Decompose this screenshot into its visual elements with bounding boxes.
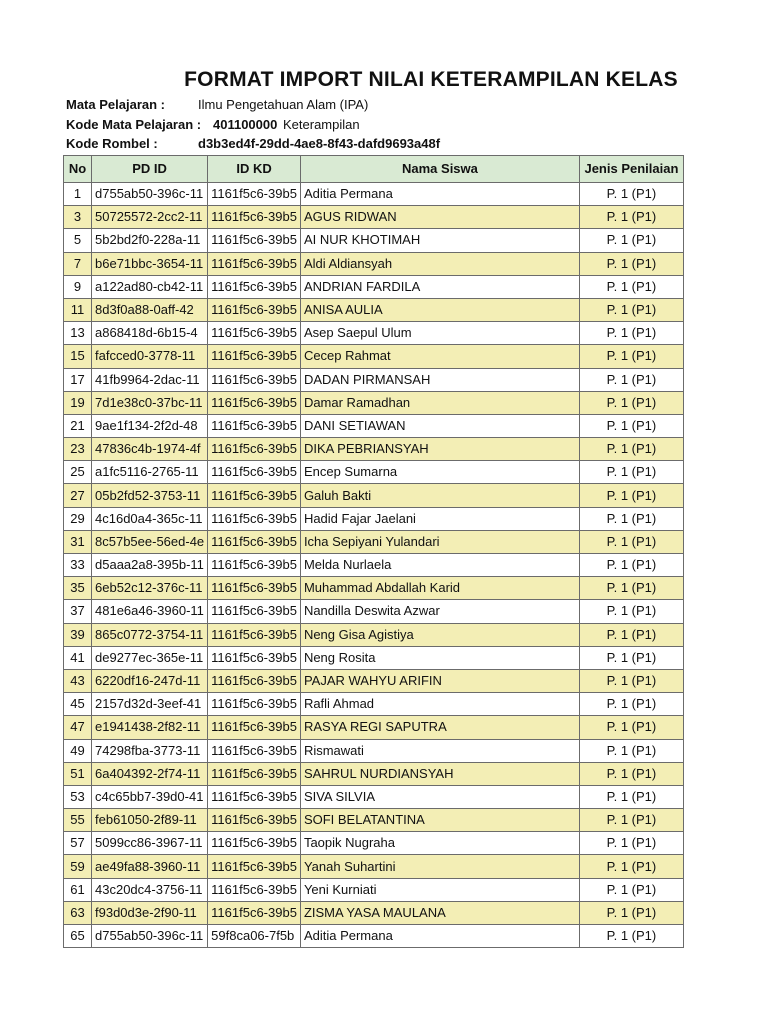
table-row[interactable] — [64, 554, 684, 577]
header-row — [64, 156, 684, 183]
cell-pd-id[interactable]: 9ae1f134-2f2d-48 — [92, 414, 208, 437]
cell-pd-id[interactable]: 8c57b5ee-56ed-4e — [92, 530, 208, 553]
cell-id-kd[interactable]: 1161f5c6-39b5 — [208, 206, 301, 229]
rombel-value: d3b3ed4f-29dd-4ae8-8f43-dafd9693a48f — [198, 136, 441, 151]
cell-id-kd[interactable]: 1161f5c6-39b5 — [208, 739, 301, 762]
cell-id-kd[interactable]: 1161f5c6-39b5 — [208, 669, 301, 692]
cell-no[interactable]: 39 — [64, 623, 92, 646]
cell-id-kd[interactable]: 1161f5c6-39b5 — [208, 507, 301, 530]
cell-pd-id[interactable]: ae49fa88-3960-11 — [92, 855, 208, 878]
table-row[interactable] — [64, 855, 684, 878]
cell-jenis-penilaian[interactable]: P. 1 (P1) — [579, 275, 683, 298]
kode-mapel-value: 401100000 — [213, 117, 278, 132]
cell-pd-id[interactable]: a122ad80-cb42-11 — [92, 275, 208, 298]
cell-pd-id[interactable]: a868418d-6b15-4 — [92, 322, 208, 345]
cell-nama-siswa[interactable]: DANI SETIAWAN — [300, 414, 579, 437]
cell-jenis-penilaian[interactable]: P. 1 (P1) — [579, 530, 683, 553]
cell-pd-id[interactable]: 47836c4b-1974-4f — [92, 438, 208, 461]
cell-id-kd[interactable]: 1161f5c6-39b5 — [208, 414, 301, 437]
cell-nama-siswa[interactable]: ZISMA YASA MAULANA — [300, 901, 579, 924]
cell-id-kd[interactable]: 1161f5c6-39b5 — [208, 600, 301, 623]
cell-nama-siswa[interactable]: Yanah Suhartini — [300, 855, 579, 878]
cell-no[interactable]: 25 — [64, 461, 92, 484]
cell-pd-id[interactable]: 865c0772-3754-11 — [92, 623, 208, 646]
cell-no[interactable]: 43 — [64, 669, 92, 692]
table-row[interactable] — [64, 461, 684, 484]
cell-nama-siswa[interactable]: Neng Gisa Agistiya — [300, 623, 579, 646]
table-row[interactable] — [64, 809, 684, 832]
cell-pd-id[interactable]: d755ab50-396c-11 — [92, 183, 208, 206]
header-pd-id: PD ID — [92, 156, 208, 183]
cell-pd-id[interactable]: e1941438-2f82-11 — [92, 716, 208, 739]
cell-jenis-penilaian[interactable]: P. 1 (P1) — [579, 507, 683, 530]
cell-jenis-penilaian[interactable]: P. 1 (P1) — [579, 669, 683, 692]
cell-nama-siswa[interactable]: Taopik Nugraha — [300, 832, 579, 855]
cell-no[interactable]: 49 — [64, 739, 92, 762]
cell-no[interactable]: 17 — [64, 368, 92, 391]
cell-no[interactable]: 37 — [64, 600, 92, 623]
cell-id-kd[interactable]: 1161f5c6-39b5 — [208, 855, 301, 878]
table-row[interactable] — [64, 669, 684, 692]
cell-pd-id[interactable]: 5b2bd2f0-228a-11 — [92, 229, 208, 252]
cell-jenis-penilaian[interactable]: P. 1 (P1) — [579, 855, 683, 878]
cell-jenis-penilaian[interactable]: P. 1 (P1) — [579, 832, 683, 855]
cell-no[interactable]: 55 — [64, 809, 92, 832]
cell-no[interactable]: 1 — [64, 183, 92, 206]
table-row[interactable] — [64, 414, 684, 437]
rombel-label: Kode Rombel : — [66, 136, 158, 151]
header-nama-siswa: Nama Siswa — [300, 156, 579, 183]
cell-no[interactable]: 53 — [64, 785, 92, 808]
cell-no[interactable]: 29 — [64, 507, 92, 530]
cell-no[interactable]: 7 — [64, 252, 92, 275]
table-row[interactable] — [64, 322, 684, 345]
header-no: No — [64, 156, 92, 183]
cell-pd-id[interactable]: b6e71bbc-3654-11 — [92, 252, 208, 275]
cell-jenis-penilaian[interactable]: P. 1 (P1) — [579, 762, 683, 785]
cell-id-kd[interactable]: 1161f5c6-39b5 — [208, 901, 301, 924]
cell-nama-siswa[interactable]: Aditia Permana — [300, 925, 579, 948]
cell-pd-id[interactable]: 4c16d0a4-365c-11 — [92, 507, 208, 530]
table-row[interactable] — [64, 901, 684, 924]
cell-no[interactable]: 23 — [64, 438, 92, 461]
table-row[interactable] — [64, 368, 684, 391]
cell-jenis-penilaian[interactable]: P. 1 (P1) — [579, 206, 683, 229]
cell-no[interactable]: 45 — [64, 693, 92, 716]
table-row[interactable] — [64, 693, 684, 716]
table-row[interactable] — [64, 832, 684, 855]
mapel-label: Mata Pelajaran : — [66, 97, 165, 112]
cell-pd-id[interactable]: 74298fba-3773-11 — [92, 739, 208, 762]
cell-nama-siswa[interactable]: ANISA AULIA — [300, 298, 579, 321]
cell-pd-id[interactable]: d5aaa2a8-395b-11 — [92, 554, 208, 577]
table-row[interactable] — [64, 206, 684, 229]
cell-jenis-penilaian[interactable]: P. 1 (P1) — [579, 809, 683, 832]
cell-nama-siswa[interactable]: Nandilla Deswita Azwar — [300, 600, 579, 623]
cell-pd-id[interactable]: 43c20dc4-3756-11 — [92, 878, 208, 901]
cell-pd-id[interactable]: 6a404392-2f74-11 — [92, 762, 208, 785]
cell-nama-siswa[interactable]: DADAN PIRMANSAH — [300, 368, 579, 391]
cell-pd-id[interactable]: d755ab50-396c-11 — [92, 925, 208, 948]
cell-nama-siswa[interactable]: AI NUR KHOTIMAH — [300, 229, 579, 252]
cell-id-kd[interactable]: 1161f5c6-39b5 — [208, 716, 301, 739]
cell-nama-siswa[interactable]: Aldi Aldiansyah — [300, 252, 579, 275]
cell-id-kd[interactable]: 1161f5c6-39b5 — [208, 275, 301, 298]
table-row[interactable] — [64, 762, 684, 785]
cell-nama-siswa[interactable]: Yeni Kurniati — [300, 878, 579, 901]
cell-nama-siswa[interactable]: ANDRIAN FARDILA — [300, 275, 579, 298]
cell-nama-siswa[interactable]: Muhammad Abdallah Karid — [300, 577, 579, 600]
cell-pd-id[interactable]: de9277ec-365e-11 — [92, 646, 208, 669]
cell-jenis-penilaian[interactable]: P. 1 (P1) — [579, 229, 683, 252]
table-row[interactable] — [64, 646, 684, 669]
cell-nama-siswa[interactable]: Aditia Permana — [300, 183, 579, 206]
cell-nama-siswa[interactable]: RASYA REGI SAPUTRA — [300, 716, 579, 739]
table-row[interactable] — [64, 345, 684, 368]
cell-nama-siswa[interactable]: Rafli Ahmad — [300, 693, 579, 716]
table-row[interactable] — [64, 925, 684, 948]
mapel-value: Ilmu Pengetahuan Alam (IPA) — [198, 97, 369, 112]
table-row[interactable] — [64, 623, 684, 646]
cell-pd-id[interactable]: 41fb9964-2dac-11 — [92, 368, 208, 391]
cell-jenis-penilaian[interactable]: P. 1 (P1) — [579, 600, 683, 623]
cell-jenis-penilaian[interactable]: P. 1 (P1) — [579, 878, 683, 901]
cell-no[interactable]: 63 — [64, 901, 92, 924]
cell-jenis-penilaian[interactable]: P. 1 (P1) — [579, 623, 683, 646]
cell-no[interactable]: 57 — [64, 832, 92, 855]
cell-jenis-penilaian[interactable]: P. 1 (P1) — [579, 484, 683, 507]
header-id-kd: ID KD — [208, 156, 301, 183]
cell-jenis-penilaian[interactable]: P. 1 (P1) — [579, 693, 683, 716]
cell-no[interactable]: 27 — [64, 484, 92, 507]
cell-id-kd[interactable]: 1161f5c6-39b5 — [208, 623, 301, 646]
nilai-table — [63, 155, 684, 948]
table-row[interactable] — [64, 183, 684, 206]
cell-jenis-penilaian[interactable]: P. 1 (P1) — [579, 322, 683, 345]
cell-nama-siswa[interactable]: SAHRUL NURDIANSYAH — [300, 762, 579, 785]
cell-no[interactable]: 13 — [64, 322, 92, 345]
cell-nama-siswa[interactable]: Rismawati — [300, 739, 579, 762]
cell-jenis-penilaian[interactable]: P. 1 (P1) — [579, 461, 683, 484]
cell-nama-siswa[interactable]: Galuh Bakti — [300, 484, 579, 507]
cell-id-kd[interactable]: 1161f5c6-39b5 — [208, 646, 301, 669]
cell-no[interactable]: 5 — [64, 229, 92, 252]
cell-nama-siswa[interactable]: Melda Nurlaela — [300, 554, 579, 577]
cell-jenis-penilaian[interactable]: P. 1 (P1) — [579, 252, 683, 275]
cell-id-kd[interactable]: 1161f5c6-39b5 — [208, 252, 301, 275]
table-row[interactable] — [64, 577, 684, 600]
table-row[interactable] — [64, 785, 684, 808]
cell-nama-siswa[interactable]: PAJAR WAHYU ARIFIN — [300, 669, 579, 692]
cell-no[interactable]: 41 — [64, 646, 92, 669]
cell-id-kd[interactable]: 1161f5c6-39b5 — [208, 484, 301, 507]
table-row[interactable] — [64, 739, 684, 762]
cell-jenis-penilaian[interactable]: P. 1 (P1) — [579, 554, 683, 577]
cell-no[interactable]: 35 — [64, 577, 92, 600]
table-row[interactable] — [64, 484, 684, 507]
cell-pd-id[interactable]: 6eb52c12-376c-11 — [92, 577, 208, 600]
cell-nama-siswa[interactable]: Damar Ramadhan — [300, 391, 579, 414]
cell-jenis-penilaian[interactable]: P. 1 (P1) — [579, 925, 683, 948]
cell-id-kd[interactable]: 1161f5c6-39b5 — [208, 832, 301, 855]
cell-id-kd[interactable]: 1161f5c6-39b5 — [208, 809, 301, 832]
cell-pd-id[interactable]: c4c65bb7-39d0-41 — [92, 785, 208, 808]
table-row[interactable] — [64, 507, 684, 530]
table-row[interactable] — [64, 298, 684, 321]
cell-jenis-penilaian[interactable]: P. 1 (P1) — [579, 414, 683, 437]
cell-nama-siswa[interactable]: Icha Sepiyani Yulandari — [300, 530, 579, 553]
table-row[interactable] — [64, 438, 684, 461]
cell-pd-id[interactable]: 7d1e38c0-37bc-11 — [92, 391, 208, 414]
cell-id-kd[interactable]: 1161f5c6-39b5 — [208, 438, 301, 461]
cell-id-kd[interactable]: 1161f5c6-39b5 — [208, 298, 301, 321]
cell-pd-id[interactable]: 6220df16-247d-11 — [92, 669, 208, 692]
cell-pd-id[interactable]: a1fc5116-2765-11 — [92, 461, 208, 484]
cell-id-kd[interactable]: 1161f5c6-39b5 — [208, 554, 301, 577]
table-row[interactable] — [64, 252, 684, 275]
cell-jenis-penilaian[interactable]: P. 1 (P1) — [579, 739, 683, 762]
cell-no[interactable]: 31 — [64, 530, 92, 553]
cell-nama-siswa[interactable]: SOFI BELATANTINA — [300, 809, 579, 832]
cell-pd-id[interactable]: 50725572-2cc2-11 — [92, 206, 208, 229]
cell-id-kd[interactable]: 1161f5c6-39b5 — [208, 229, 301, 252]
cell-id-kd[interactable]: 1161f5c6-39b5 — [208, 461, 301, 484]
cell-pd-id[interactable]: 481e6a46-3960-11 — [92, 600, 208, 623]
cell-no[interactable]: 47 — [64, 716, 92, 739]
cell-jenis-penilaian[interactable]: P. 1 (P1) — [579, 901, 683, 924]
table-row[interactable] — [64, 530, 684, 553]
cell-nama-siswa[interactable]: AGUS RIDWAN — [300, 206, 579, 229]
table-row[interactable] — [64, 391, 684, 414]
cell-jenis-penilaian[interactable]: P. 1 (P1) — [579, 716, 683, 739]
cell-id-kd[interactable]: 1161f5c6-39b5 — [208, 322, 301, 345]
cell-nama-siswa[interactable]: SIVA SILVIA — [300, 785, 579, 808]
cell-jenis-penilaian[interactable]: P. 1 (P1) — [579, 438, 683, 461]
cell-no[interactable]: 51 — [64, 762, 92, 785]
cell-nama-siswa[interactable]: Encep Sumarna — [300, 461, 579, 484]
sheet-title: FORMAT IMPORT NILAI KETERAMPILAN KELAS — [184, 68, 678, 91]
cell-jenis-penilaian[interactable]: P. 1 (P1) — [579, 345, 683, 368]
cell-jenis-penilaian[interactable]: P. 1 (P1) — [579, 785, 683, 808]
table-row[interactable] — [64, 229, 684, 252]
cell-pd-id[interactable]: 5099cc86-3967-11 — [92, 832, 208, 855]
cell-id-kd[interactable]: 1161f5c6-39b5 — [208, 878, 301, 901]
cell-no[interactable]: 59 — [64, 855, 92, 878]
cell-no[interactable]: 19 — [64, 391, 92, 414]
cell-id-kd[interactable]: 1161f5c6-39b5 — [208, 693, 301, 716]
cell-no[interactable]: 61 — [64, 878, 92, 901]
kode-mapel-extra: Keterampilan — [283, 117, 360, 132]
cell-nama-siswa[interactable]: DIKA PEBRIANSYAH — [300, 438, 579, 461]
cell-pd-id[interactable]: 2157d32d-3eef-41 — [92, 693, 208, 716]
cell-nama-siswa[interactable]: Hadid Fajar Jaelani — [300, 507, 579, 530]
cell-id-kd[interactable]: 1161f5c6-39b5 — [208, 762, 301, 785]
cell-pd-id[interactable]: 8d3f0a88-0aff-42 — [92, 298, 208, 321]
cell-no[interactable]: 15 — [64, 345, 92, 368]
kode-mapel-label: Kode Mata Pelajaran : — [66, 117, 202, 132]
cell-id-kd[interactable]: 1161f5c6-39b5 — [208, 345, 301, 368]
cell-nama-siswa[interactable]: Asep Saepul Ulum — [300, 322, 579, 345]
cell-id-kd[interactable]: 1161f5c6-39b5 — [208, 183, 301, 206]
cell-pd-id[interactable]: feb61050-2f89-11 — [92, 809, 208, 832]
cell-id-kd[interactable]: 1161f5c6-39b5 — [208, 577, 301, 600]
cell-no[interactable]: 33 — [64, 554, 92, 577]
cell-jenis-penilaian[interactable]: P. 1 (P1) — [579, 183, 683, 206]
cell-no[interactable]: 21 — [64, 414, 92, 437]
cell-id-kd[interactable]: 1161f5c6-39b5 — [208, 391, 301, 414]
cell-jenis-penilaian[interactable]: P. 1 (P1) — [579, 368, 683, 391]
cell-id-kd[interactable]: 1161f5c6-39b5 — [208, 368, 301, 391]
cell-pd-id[interactable]: fafcced0-3778-11 — [92, 345, 208, 368]
cell-pd-id[interactable]: f93d0d3e-2f90-11 — [92, 901, 208, 924]
header-jenis-penilaian: Jenis Penilaian — [579, 156, 683, 183]
cell-jenis-penilaian[interactable]: P. 1 (P1) — [579, 298, 683, 321]
cell-jenis-penilaian[interactable]: P. 1 (P1) — [579, 646, 683, 669]
table-row[interactable] — [64, 275, 684, 298]
table-row[interactable] — [64, 716, 684, 739]
cell-id-kd[interactable]: 1161f5c6-39b5 — [208, 530, 301, 553]
cell-pd-id[interactable]: 05b2fd52-3753-11 — [92, 484, 208, 507]
cell-id-kd[interactable]: 59f8ca06-7f5b — [208, 925, 301, 948]
cell-nama-siswa[interactable]: Cecep Rahmat — [300, 345, 579, 368]
cell-jenis-penilaian[interactable]: P. 1 (P1) — [579, 577, 683, 600]
cell-no[interactable]: 3 — [64, 206, 92, 229]
table-row[interactable] — [64, 878, 684, 901]
cell-no[interactable]: 65 — [64, 925, 92, 948]
cell-nama-siswa[interactable]: Neng Rosita — [300, 646, 579, 669]
cell-no[interactable]: 9 — [64, 275, 92, 298]
cell-id-kd[interactable]: 1161f5c6-39b5 — [208, 785, 301, 808]
cell-no[interactable]: 11 — [64, 298, 92, 321]
table-row[interactable] — [64, 600, 684, 623]
cell-jenis-penilaian[interactable]: P. 1 (P1) — [579, 391, 683, 414]
